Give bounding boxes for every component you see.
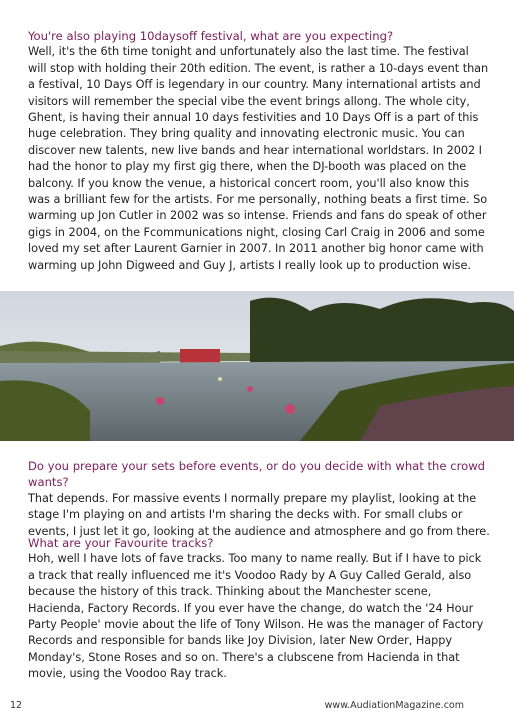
festival-panorama-photo	[0, 291, 514, 441]
website-url: www.AudiationMagazine.com	[324, 700, 464, 711]
panorama-illustration	[0, 291, 514, 441]
question-festival: You're also playing 10daysoff festival, what are you expecting?	[28, 29, 394, 43]
answer-festival: Well, it's the 6th time tonight and unfortunately also the last time. The festival will stop with holding their 20th edition. The event, is rather a 10-days event than a festival, 10 Days Off is legendary in our country. Many international artists and visitors will remember the special vibe the event brings allong. The whole city, Ghent, is having their annual 10 days festivities and 10 Days Off is a part of this huge celebration. They bring quality and innovating electronic music. You can discover new talents, new live bands and hear international worldstars. In 2002 I had the honor to play my first gig there, when the DJ-booth was placed on the balcony. If you know the venue, a historical concert room, you'll also know this was a brilliant few for the artists. For me personally, nothing beats a first time. So warming up Jon Cutler in 2002 was so intense. Friends and fans do speak of other gigs in 2004, on the Fcommunications night, closing Carl Craig in 2006 and some loved my set after Laurent Garnier in 2007. In 2011 another big honor came with warming up John Digweed and Guy J, artists I really look up to production wise.	[28, 45, 489, 272]
section-preparation	[28, 458, 490, 540]
question-preparation: Do you prepare your sets before events, or do you decide with what the crowd wants?	[28, 459, 486, 490]
section-favourite-tracks	[28, 535, 490, 683]
answer-preparation: That depends. For massive events I normally prepare my playlist, looking at the stage I'm playing on and artists I'm sharing the decks with. For small clubs or events, I just let it go, looking at the audience and atmosphere and go from there.	[28, 491, 490, 538]
page-number: 12	[10, 700, 23, 711]
question-favourite-tracks: What are your Favourite tracks?	[28, 536, 214, 550]
answer-favourite-tracks: Hoh, well I have lots of fave tracks. Too many to name really. But if I have to pick a track that really influenced me it's Voodoo Rady by A Guy Called Gerald, also because the history of this track. Thinking about the Manchester scene, Hacienda, Factory Records. If you ever have the change, do watch the '24 Hour Party People' movie about the life of Tony Wilson. He was the manager of Factory Records and responsible for bands like Joy Division, later New Order, Happy Monday's, Stone Roses and so on. There's a clubscene from Hacienda in that movie, using the Voodoo Ray track.	[28, 552, 484, 681]
section-festival	[28, 28, 490, 274]
